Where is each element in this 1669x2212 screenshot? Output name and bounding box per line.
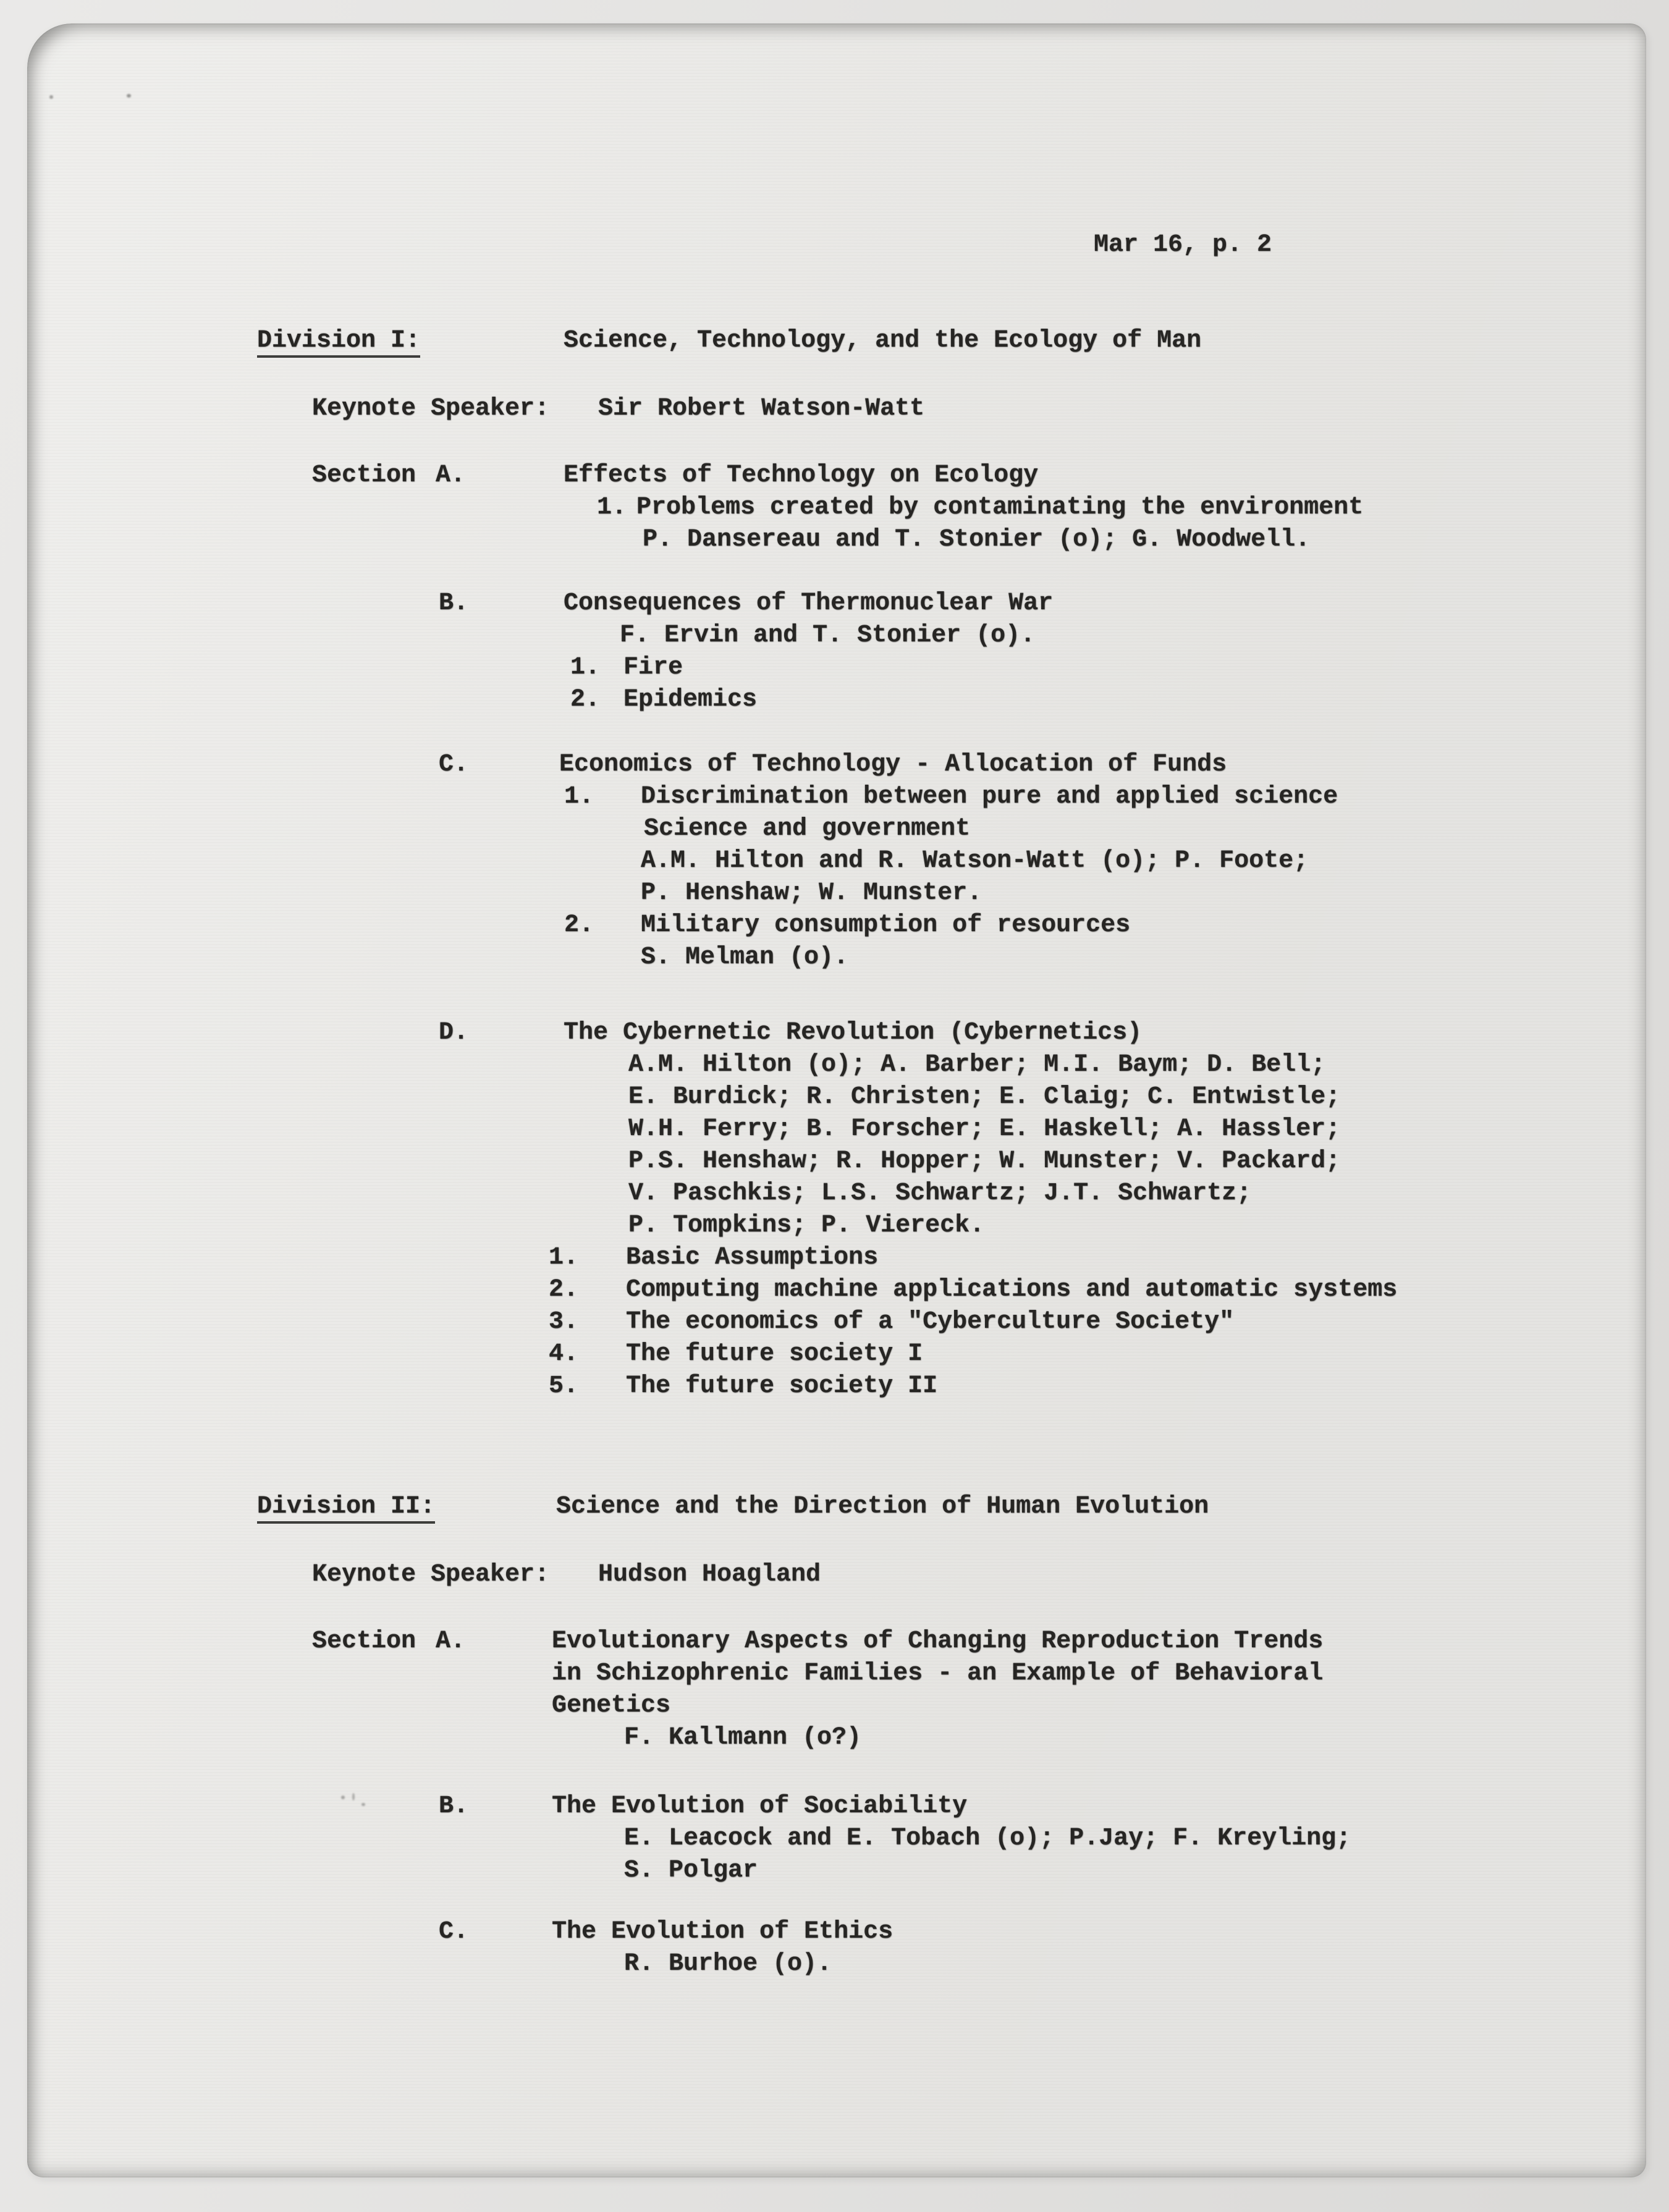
sec-1d-item-4-num: 4. — [549, 1340, 579, 1368]
sec-1b-item-1-num: 1. — [570, 654, 601, 682]
sec-1d-letter: D. — [439, 1019, 469, 1047]
sec-2a-title-3: Genetics — [552, 1692, 671, 1720]
sec-1b-item-2-num: 2. — [570, 686, 601, 714]
division-2-title: Science and the Direction of Human Evolution — [556, 1493, 1209, 1521]
sec-1d-item-4-text: The future society I — [626, 1340, 923, 1368]
sec-1d-names-1: A.M. Hilton (o); A. Barber; M.I. Baym; D. Bell; — [628, 1051, 1326, 1079]
sec-2c-names: R. Burhoe (o). — [624, 1950, 832, 1978]
sec-1c-names-1: A.M. Hilton and R. Watson-Watt (o); P. Foote; — [641, 847, 1309, 875]
sec-1c-item-2-text: Military consumption of resources — [641, 911, 1131, 939]
sec-1b-names: F. Ervin and T. Stonier (o). — [620, 622, 1036, 649]
sec-1c-item-1-text: Discrimination between pure and applied science — [641, 783, 1338, 811]
sec-1d-item-5-num: 5. — [549, 1372, 579, 1400]
sec-1d-item-2-num: 2. — [549, 1276, 579, 1304]
sec-1c-item-2-names: S. Melman (o). — [641, 943, 849, 971]
pencil-tick — [352, 1793, 355, 1800]
sec-1d-item-1-text: Basic Assumptions — [626, 1244, 879, 1272]
sec-1d-item-3-text: The economics of a "Cyberculture Society" — [626, 1308, 1235, 1336]
division-1-keynote-name: Sir Robert Watson-Watt — [598, 395, 925, 423]
sec-1b-item-1-text: Fire — [623, 654, 683, 682]
sec-1b-item-2-text: Epidemics — [623, 686, 758, 714]
sec-1d-item-2-text: Computing machine applications and automatic systems — [626, 1276, 1398, 1304]
sec-1a-label-word: Section — [312, 462, 416, 489]
sec-2b-letter: B. — [439, 1792, 469, 1820]
sec-2a-title-2: in Schizophrenic Families - an Example of Behavioral — [552, 1660, 1324, 1687]
sec-1c-letter: C. — [439, 751, 469, 779]
sec-1c-title: Economics of Technology - Allocation of Funds — [559, 751, 1227, 779]
sec-1a-item-1-text: Problems created by contaminating the environment — [636, 494, 1364, 521]
sec-1a-title: Effects of Technology on Ecology — [564, 462, 1039, 489]
sec-1c-names-2: P. Henshaw; W. Munster. — [641, 879, 982, 907]
sec-1d-item-3-num: 3. — [549, 1308, 579, 1336]
sec-1c-item-2-num: 2. — [564, 911, 594, 939]
pencil-dot — [361, 1803, 365, 1806]
sec-2b-names-2: S. Polgar — [624, 1857, 758, 1885]
paper-speck — [127, 94, 131, 98]
sec-2c-title: The Evolution of Ethics — [552, 1918, 894, 1946]
sec-1a-item-1-num: 1. — [597, 494, 627, 521]
sec-2b-names-1: E. Leacock and E. Tobach (o); P.Jay; F. Kreyling; — [624, 1825, 1351, 1852]
sec-2a-label-letter: A. — [436, 1627, 466, 1655]
page-number: Mar 16, p. 2 — [1094, 231, 1272, 259]
sec-1b-title: Consequences of Thermonuclear War — [564, 589, 1054, 617]
sec-1d-title: The Cybernetic Revolution (Cybernetics) — [564, 1019, 1143, 1047]
sec-2a-title-1: Evolutionary Aspects of Changing Reproduction Trends — [552, 1627, 1324, 1655]
sec-2a-names: F. Kallmann (o?) — [624, 1724, 862, 1752]
sec-1d-names-5: V. Paschkis; L.S. Schwartz; J.T. Schwartz; — [628, 1180, 1252, 1207]
division-2-keynote-label: Keynote Speaker: — [312, 1561, 550, 1589]
sec-2a-label-word: Section — [312, 1627, 416, 1655]
sec-1a-label-letter: A. — [436, 462, 466, 489]
sec-1d-item-1-num: 1. — [549, 1244, 579, 1272]
sec-1c-item-1-line-2: Science and government — [644, 815, 971, 843]
sec-1c-item-1-num: 1. — [564, 783, 594, 811]
sec-1d-names-3: W.H. Ferry; B. Forscher; E. Haskell; A. Hassler; — [628, 1115, 1341, 1143]
division-2-label: Division II: — [257, 1495, 435, 1524]
sec-1d-item-5-text: The future society II — [626, 1372, 938, 1400]
pencil-dot — [341, 1796, 345, 1799]
sec-1b-letter: B. — [439, 589, 469, 617]
sec-1d-names-6: P. Tompkins; P. Viereck. — [628, 1212, 985, 1239]
sec-1d-names-4: P.S. Henshaw; R. Hopper; W. Munster; V. Packard; — [628, 1147, 1341, 1175]
sec-2c-letter: C. — [439, 1918, 469, 1946]
division-2-keynote-name: Hudson Hoagland — [598, 1561, 821, 1589]
paper-speck — [49, 95, 53, 99]
division-1-title: Science, Technology, and the Ecology of Man — [564, 327, 1202, 355]
sec-1a-names: P. Dansereau and T. Stonier (o); G. Woodwell. — [643, 526, 1311, 554]
division-1-label: Division I: — [257, 329, 420, 358]
sec-1d-names-2: E. Burdick; R. Christen; E. Claig; C. Entwistle; — [628, 1083, 1341, 1111]
sec-2b-title: The Evolution of Sociability — [552, 1792, 968, 1820]
paper-sheet — [27, 23, 1646, 2177]
division-1-keynote-label: Keynote Speaker: — [312, 395, 550, 423]
